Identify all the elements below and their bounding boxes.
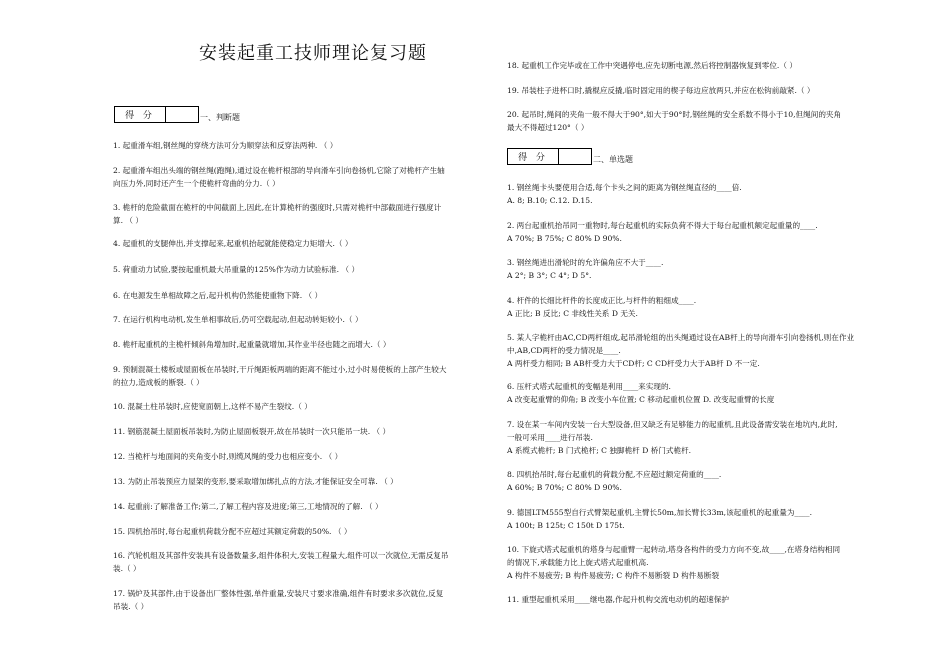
question-item	[113, 237, 353, 250]
question-line: 8. 桅杆起重机的主桅杆倾斜角增加时,起重量就增加,其作业半径也随之而增大.（ ）	[113, 340, 391, 349]
question-line: 算. （ ）	[113, 216, 144, 225]
question-line: 2. 起重滑车组出头端的钢丝绳(跑绳),通过设在桅杆根部的导向滑车引向卷扬机,它除了对桅杆产生轴	[113, 166, 445, 175]
question-item	[507, 468, 721, 494]
question-line: 12. 当桅杆与地面间的夹角变小时,则缆风绳的受力也相应变小. （ ）	[113, 452, 343, 461]
question-line: 11. 钢筋混凝土屋面板吊装时,为防止屋面板裂开,故在吊装时一次只能吊一块. （ ）	[113, 427, 391, 436]
question-item	[113, 549, 449, 575]
question-line: 7. 设在某一车间内安装一台大型设备,但又缺乏有足够能力的起重机,且此设备需安装在地坑内,此时,	[507, 420, 838, 429]
question-item	[113, 475, 398, 488]
score-value-cell[interactable]	[166, 106, 199, 123]
question-item	[113, 363, 446, 389]
question-item	[113, 289, 322, 302]
score-box-single-choice	[507, 148, 633, 165]
question-item	[113, 338, 391, 351]
question-line: 5. 荷重动力试验,要按起重机最大吊重量的125%作为动力试验标准. （ ）	[113, 265, 360, 274]
question-item	[507, 59, 797, 72]
question-item	[113, 164, 445, 190]
question-item	[507, 256, 663, 282]
question-line: 11. 重型起重机采用____继电器,作起升机构交流电动机的超速保护	[507, 595, 729, 604]
question-item	[507, 108, 841, 134]
question-line: 3. 钢丝绳进出滑轮时的允许偏角应不大于____.	[507, 258, 664, 267]
question-line: 3. 桅杆的危险截面在桅杆的中间截面上,因此,在计算桅杆的强度时,只需对桅杆中部截面进行强度计	[113, 203, 442, 212]
question-line: 4. 起重机的支腿伸出,并支撑起来,起重机抬起就能使稳定力矩增大.（ ）	[113, 239, 353, 248]
question-line: 13. 为防止吊装预应力屋架的变形,要采取增加绑扎点的方法,才能保证安全可靠. （ ）	[113, 477, 398, 486]
question-line: 18. 起重机工作完毕或在工作中突遇停电,应先切断电源,然后将控制器恢复到零位.（ ）	[507, 61, 797, 70]
question-item	[507, 294, 696, 320]
question-line: 17. 锅炉及其部件,由于设备出厂整体性强,单件重量,安装尺寸要求准确,组件有时要求多次就位,反复	[113, 589, 444, 598]
question-line: A 100t; B 125t; C 150t D 175t.	[507, 521, 625, 530]
question-line: A 60%; B 70%; C 80% D 90%.	[507, 483, 622, 492]
question-line: 15. 四机抬吊时,每台起重机荷载分配不应超过其额定荷载的50%. （ ）	[113, 527, 352, 536]
question-line: 8. 四机抬吊时,每台起重机的荷载分配,不应超过额定荷重的____.	[507, 470, 722, 479]
question-item	[113, 139, 337, 152]
question-line: 2. 两台起重机抬吊同一重物时,每台起重机的实际负荷不得大于每台起重机额定起重量的____.	[507, 221, 818, 230]
score-label: 得 分	[114, 106, 166, 123]
question-line: 10. 下旋式塔式起重机的塔身与起重臂一起转动,塔身各构件的受力方向不变,故____,在塔身结构相同	[507, 545, 841, 554]
question-line: 9. 预制混凝土楼板或屋面板在吊装时,干斤绳距板两端的距离不能过小,过小时易使板的上部产生较大	[113, 365, 447, 374]
question-line: 6. 压杆式塔式起重机的变幅是利用____来实现的.	[507, 382, 671, 391]
score-box-judgment	[114, 106, 240, 123]
score-label: 得 分	[507, 148, 559, 165]
question-line: 中,AB,CD两杆的受力情况是____.	[507, 346, 621, 355]
question-line: 向压力外,同时还产生一个使桅杆弯曲的分力.（ ）	[113, 179, 280, 188]
question-line: A 70%; B 75%; C 80% D 90%.	[507, 234, 622, 243]
question-item	[507, 543, 840, 582]
question-item	[113, 400, 312, 413]
question-item	[113, 201, 441, 227]
question-line: 9. 德国LTM555型自行式臂架起重机,主臂长50m,加长臂长33m,该起重机的起重量为____.	[507, 508, 813, 517]
question-item	[507, 380, 774, 406]
page-title: 安装起重工技师理论复习题	[199, 43, 427, 64]
section-title-single-choice: 二、单选题	[593, 155, 633, 164]
question-line: A 构件不易疲劳; B 构件易疲劳; C 构件不易断裂 D 构件易断裂	[507, 571, 720, 580]
question-line: 一般可采用____进行吊装.	[507, 433, 593, 442]
question-line: 最大不得超过120°（ ）	[507, 123, 589, 132]
question-line: 6. 在电源发生单相故障之后,起升机构仍然能使重物下降. （ ）	[113, 291, 323, 300]
question-line: 吊装.（ ）	[113, 602, 149, 611]
score-value-cell[interactable]	[559, 148, 592, 165]
question-item	[113, 313, 363, 326]
question-line: 装.（ ）	[113, 564, 141, 573]
question-item	[113, 587, 443, 613]
question-item	[113, 500, 383, 513]
question-item	[507, 331, 854, 370]
question-item	[113, 525, 351, 538]
question-line: 5. 某人字桅杆由AC,CD两杆组成,起吊滑轮组的出头绳通过设在AB杆上的导向滑车引向卷扬机,则在作业	[507, 333, 855, 342]
question-line: 7. 在运行机构电动机,发生单相事故后,仍可空载起动,但起动转矩较小.（ ）	[113, 315, 363, 324]
question-item	[113, 425, 390, 438]
question-line: A 两杆受力相同; B AB杆受力大于CD杆; C CD杆受力大于AB杆 D 不一定.	[507, 359, 760, 368]
question-line: 10. 混凝土柱吊装时,应使宽面朝上,这样不易产生裂纹.（ ）	[113, 402, 312, 411]
question-item	[507, 593, 729, 606]
question-line: 19. 吊装柱子进杯口时,撬棍应反撬,临时固定用的楔子每边应放两只,并应在松钩前敲紧.（ ）	[507, 86, 815, 95]
question-item	[507, 506, 812, 532]
section-title-judgment: 一、判断题	[200, 113, 240, 122]
question-line: A 2°; B 3°; C 4°; D 5°.	[507, 271, 592, 280]
question-line: 的拉力,造成板的断裂.（ ）	[113, 378, 204, 387]
question-line: A. 8; B.10; C.12. D.15.	[507, 196, 593, 205]
question-item	[507, 181, 742, 207]
question-line: 20. 起吊时,绳间的夹角一般不得大于90°,如大于90°时,钢丝绳的安全系数不得小于10,但绳间的夹角	[507, 110, 842, 119]
question-item	[113, 450, 342, 463]
question-line: 1. 钢丝绳卡头要使用合适,每个卡头之间的距离为钢丝绳直径的____倍.	[507, 183, 742, 192]
question-line: 14. 起重前:了解准备工作;第二,了解工程内容及进度;第三,工地情况的了解. （ ）	[113, 502, 383, 511]
question-line: A 系缆式桅杆; B 门式桅杆; C 独脚桅杆 D 桥门式桅杆.	[507, 446, 692, 455]
question-item	[507, 84, 815, 97]
question-item	[507, 219, 818, 245]
question-item	[507, 418, 838, 457]
question-item	[113, 263, 359, 276]
question-line: 16. 汽轮机组及其部件安装具有设备数量多,组件体积大,安装工程量大,组件可以一次就位,无需反复吊	[113, 551, 449, 560]
question-line: 1. 起重滑车组,钢丝绳的穿绕方法可分为顺穿法和反穿法两种. （ ）	[113, 141, 338, 150]
question-line: 4. 杆件的长细比杆件的长度成正比,与杆件的粗细成____.	[507, 296, 697, 305]
question-line: A 正比; B 反比; C 非线性关系 D 无关.	[507, 309, 638, 318]
question-line: A 改变起重臂的仰角; B 改变小车位置; C 移动起重机位置 D. 改变起重臂的长度	[507, 395, 775, 404]
question-line: 的情况下,承载能力比上旋式塔式起重机高.	[507, 558, 649, 567]
